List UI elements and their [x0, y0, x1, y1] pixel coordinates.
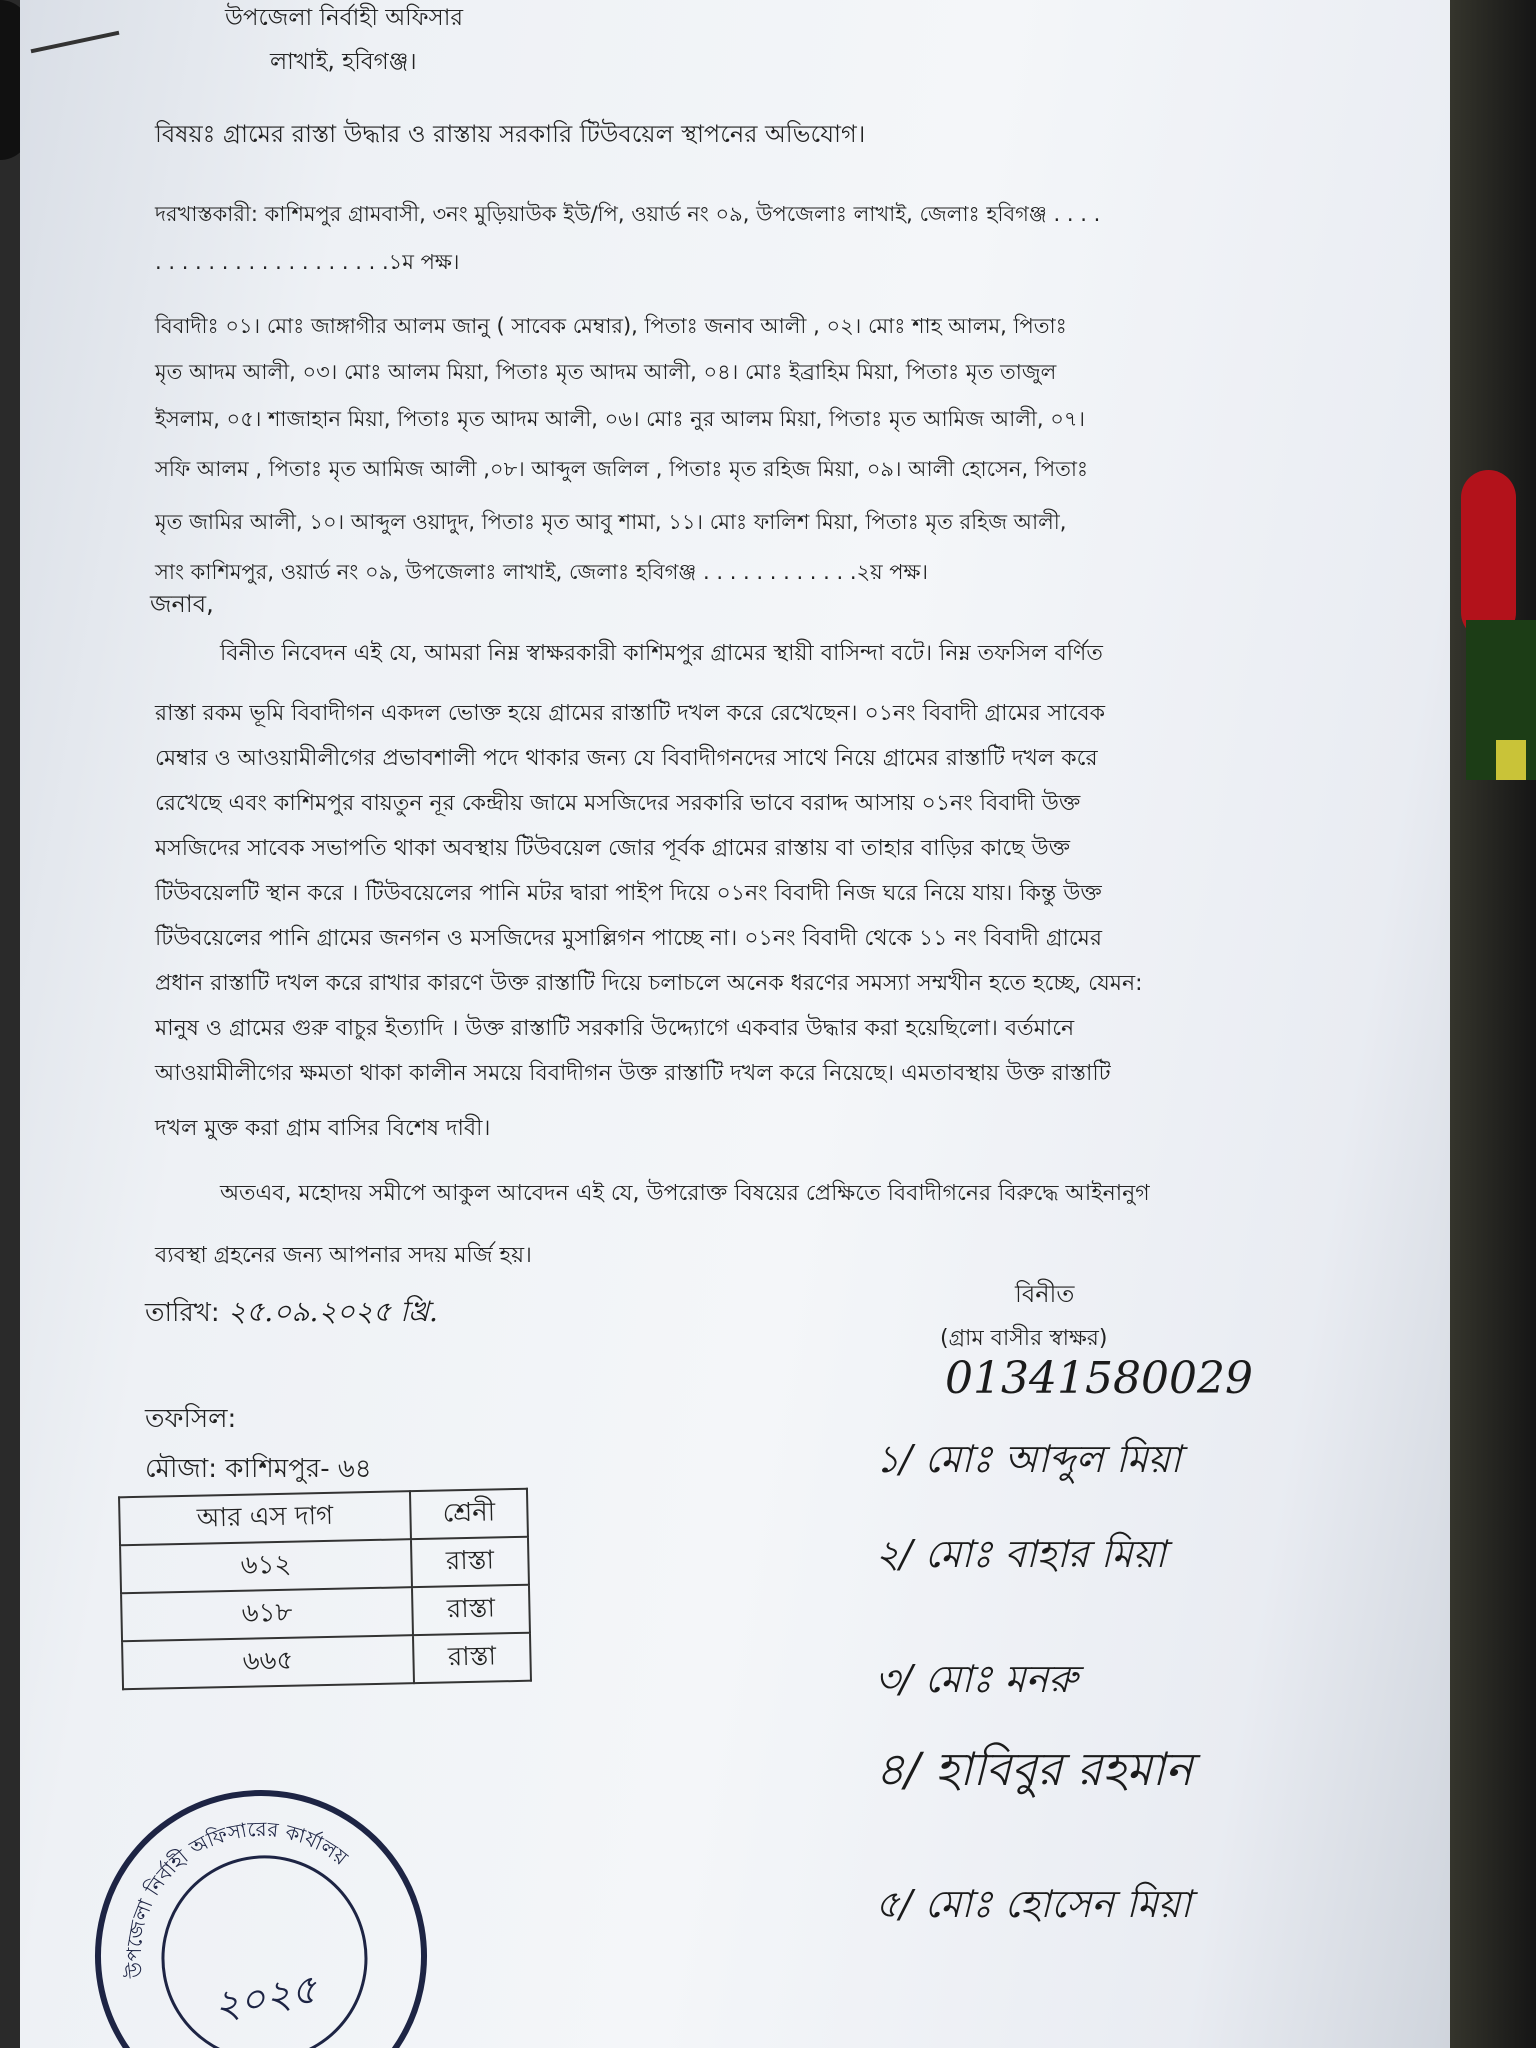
- subject-line: বিষয়ঃ গ্রামের রাস্তা উদ্ধার ও রাস্তায় সরকারি টিউবয়েল স্থাপনের অভিযোগ।: [155, 120, 866, 148]
- body-line-3: মেম্বার ও আওয়ামীলীগের প্রভাবশালী পদে থাকার জন্য যে বিবাদীগনদের সাথে নিয়ে গ্রামের রাস্তাটি দখল করে: [155, 746, 1098, 771]
- signature-1: ১/ মোঃ আব্দুল মিয়া: [875, 1437, 1182, 1481]
- date-row: [145, 1295, 438, 1328]
- column-header-rs-dag: আর এস দাগ: [119, 1491, 411, 1545]
- rs-dag-cell: ৬১৮: [121, 1587, 413, 1641]
- respondent-line-1: বিবাদীঃ ০১। মোঃ জাঙ্গাগীর আলম জানু ( সাবেক মেম্বার), পিতাঃ জনাব আলী , ০২। মোঃ শাহ আলম, পিতাঃ: [155, 314, 1067, 338]
- rs-dag-cell: ৬১২: [120, 1539, 412, 1593]
- body-line-11: দখল মুক্ত করা গ্রাম বাসির বিশেষ দাবী।: [155, 1116, 491, 1141]
- body-line-10: আওয়ামীলীগের ক্ষমতা থাকা কালীন সময়ে বিবাদীগন উক্ত রাস্তাটি দখল করে নিয়েছে। এমতাবস্থায় উক্ত রাস্তাটি: [155, 1061, 1111, 1086]
- column-header-category: শ্রেনী: [410, 1489, 528, 1539]
- signature-2: ২/ মোঃ বাহার মিয়া: [875, 1532, 1166, 1576]
- signature-4: ৪/ হাবিবুর রহমান: [875, 1742, 1193, 1796]
- body-line-5: মসজিদের সাবেক সভাপতি থাকা অবস্থায় টিউবয়েল জোর পূর্বক গ্রামের রাস্তায় বা তাহার বাড়ির কাছে উক্ত: [155, 836, 1071, 861]
- category-cell: রাস্তা: [412, 1585, 530, 1635]
- letter-page: [20, 0, 1450, 2048]
- phone-number: 01341580029: [945, 1353, 1253, 1404]
- body-line-4: রেখেছে এবং কাশিমপুর বায়তুন নূর কেন্দ্রীয় জামে মসজিদের সরকারি ভাবে বরাদ্দ আসায় ০১নং বিবাদী উক্ত: [155, 791, 1081, 816]
- seal-text: উপজেলা নির্বাহী অফিসারের কার্যালয়: [121, 1816, 353, 1979]
- body-line-1: বিনীত নিবেদন এই যে, আমরা নিম্ন স্বাক্ষরকারী কাশিমপুর গ্রামের স্থায়ী বাসিন্দা বটে। নিম্ন তফসিল বর্ণিত: [220, 641, 1103, 666]
- pen-stroke: [31, 31, 120, 54]
- vinit-label: বিনীত: [1015, 1280, 1075, 1308]
- table-row: [122, 1633, 531, 1690]
- body-line-2: রাস্তা রকম ভূমি বিবাদীগন একদল ভোক্ত হয়ে গ্রামের রাস্তাটি দখল করে রেখেছেন। ০১নং বিবাদী গ্রামের সাবেক: [155, 701, 1106, 726]
- mouza-label: মৌজা: কাশিমপুর- ৬৪: [145, 1454, 372, 1484]
- background-right-dark: [1436, 0, 1536, 2048]
- signature-3: ৩/ মোঃ মনরু: [875, 1657, 1078, 1701]
- body-line-8: প্রধান রাস্তাটি দখল করে রাখার কারণে উক্ত রাস্তাটি দিয়ে চলাচলে অনেক ধরণের সমস্যা সম্মখীন হতে হচ্ছে, যেমন:: [155, 971, 1143, 996]
- schedule-title: তফসিল:: [145, 1404, 237, 1434]
- date-label: তারিখ:: [145, 1298, 220, 1328]
- request-line-2: ব্যবস্থা গ্রহনের জন্য আপনার সদয় মর্জি হয়।: [155, 1243, 532, 1268]
- body-line-9: মানুষ ও গ্রামের গুরু বাচুর ইত্যাদি । উক্ত রাস্তাটি সরকারি উদ্দ্যোগে একবার উদ্ধার করা হয়েছিলো। বর্তমানে: [155, 1016, 1075, 1041]
- respondent-line-5: মৃত জামির আলী, ১০। আব্দুল ওয়াদুদ, পিতাঃ মৃত আবু শামা, ১১। মোঃ ফালিশ মিয়া, পিতাঃ মৃত রহিজ আলী,: [155, 510, 1067, 534]
- body-line-6: টিউবয়েলটি স্থান করে । টিউবয়েলের পানি মটর দ্বারা পাইপ দিয়ে ০১নং বিবাদী নিজ ঘরে নিয়ে যায়। কিন্তু উক্ত: [155, 881, 1102, 906]
- table-row: [121, 1585, 530, 1642]
- signers-label: (গ্রাম বাসীর স্বাক্ষর): [940, 1326, 1108, 1351]
- table-row: [120, 1537, 529, 1594]
- rs-dag-cell: ৬৬৫: [122, 1635, 414, 1689]
- respondent-line-6: সাং কাশিমপুর, ওয়ার্ড নং ০৯, উপজেলাঃ লাখাই, জেলাঃ হবিগঞ্জ . . . . . . . . . . . .২য় পক্ষ।: [155, 560, 929, 584]
- schedule-table: [118, 1488, 532, 1691]
- respondent-line-2: মৃত আদম আলী, ০৩। মোঃ আলম মিয়া, পিতাঃ মৃত আদম আলী, ০৪। মোঃ ইব্রাহিম মিয়া, পিতাঃ মৃত তাজুল: [155, 360, 1057, 384]
- seal-handwritten-year: ২০২৫: [210, 1966, 321, 2030]
- respondent-line-3: ইসলাম, ০৫। শাজাহান মিয়া, পিতাঃ মৃত আদম আলী, ০৬। মোঃ নুর আলম মিয়া, পিতাঃ মৃত আমিজ আলী, ০৭।: [155, 407, 1086, 431]
- schedule-header-row: [119, 1489, 528, 1546]
- signature-5: ৫/ মোঃ হোসেন মিয়া: [875, 1882, 1192, 1926]
- official-seal: [69, 1764, 454, 2048]
- applicant-line-1: দরখাস্তকারী: কাশিমপুর গ্রামবাসী, ৩নং মুড়িয়াউক ইউ/পি, ওয়ার্ড নং ০৯, উপজেলাঃ লাখাই, জেলাঃ হবিগঞ্জ . . . .: [155, 202, 1101, 226]
- respondent-line-4: সফি আলম , পিতাঃ মৃত আমিজ আলী ,০৮। আব্দুল জলিল , পিতাঃ মৃত রহিজ মিয়া, ০৯। আলী হোসেন, পিতাঃ: [155, 457, 1089, 481]
- date-value: ২৫.০৯.২০২৫ খ্রি.: [227, 1295, 438, 1328]
- category-cell: রাস্তা: [411, 1537, 529, 1587]
- background-yellow-object: [1496, 740, 1526, 780]
- category-cell: রাস্তা: [413, 1633, 531, 1683]
- salutation: জনাব,: [150, 590, 214, 618]
- recipient-title: উপজেলা নির্বাহী অফিসার: [225, 5, 464, 31]
- background-red-object: [1461, 470, 1516, 640]
- request-line-1: অতএব, মহোদয় সমীপে আকুল আবেদন এই যে, উপরোক্ত বিষয়ের প্রেক্ষিতে বিবাদীগনের বিরুদ্ধে আইনানুগ: [220, 1181, 1150, 1206]
- recipient-place: লাখাই, হবিগঞ্জ।: [270, 49, 417, 75]
- body-line-7: টিউবয়েলের পানি গ্রামের জনগন ও মসজিদের মুসাল্লিগন পাচ্ছে না। ০১নং বিবাদী থেকে ১১ নং বিবাদী গ্রামের: [155, 926, 1102, 951]
- applicant-line-2: . . . . . . . . . . . . . . . . . .১ম পক্ষ।: [155, 250, 460, 274]
